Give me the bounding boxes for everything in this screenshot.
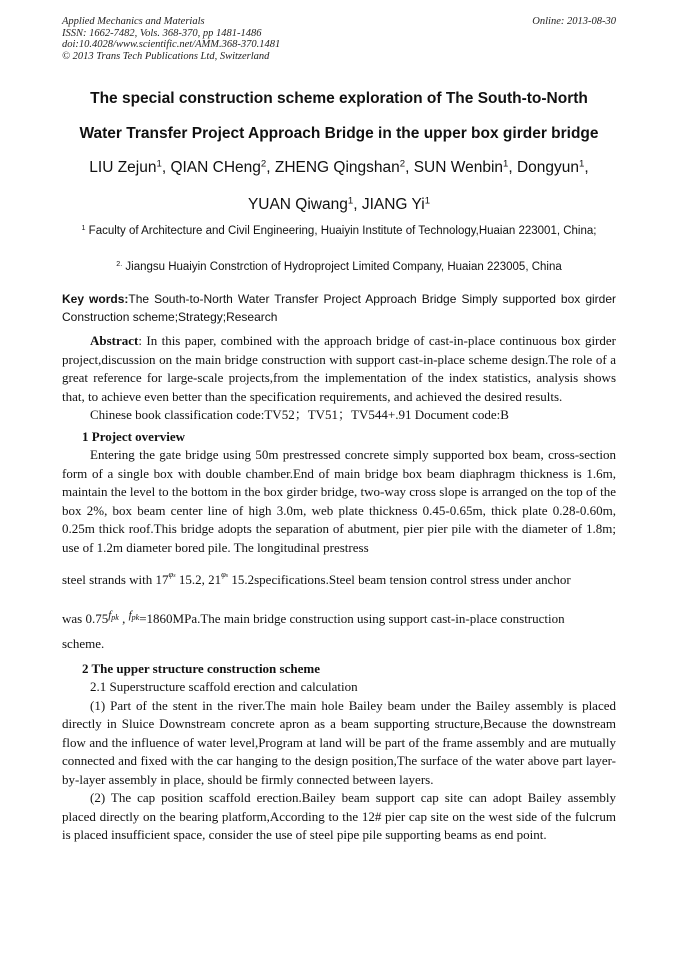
affiliation-text: Jiangsu Huaiyin Constrction of Hydroproject Limited Company, Huaian 223005, China (122, 261, 562, 273)
text-run: , (118, 611, 129, 626)
fpk-symbol (108, 609, 119, 621)
affil-mark: 1 (503, 158, 509, 170)
paragraph-1: (1) Part of the stent in the river.The main hole Bailey beam under the Bailey assembly is placed directly in Sluice Downstream concrete apron as a beam supporting structure,Because the downstream flow and the influence of water level,Program at land will be part of the frame assembly and are mutually connected and fixed with the car hanging to the design position,The surface of the water above part layer-by-layer assembly in place, should be firmly connected between layers. (62, 697, 616, 787)
paper-title-line-1: The special construction scheme exploration of The South-to-North (90, 90, 588, 107)
scheme-line: scheme. (62, 636, 105, 651)
project-overview-paragraph: Entering the gate bridge using 50m prestressed concrete simply supported box beam, cross-section form of a single box with double chamber.End of main bridge box beam diaphragm thickness is 1.6m, maintain the level to the bottom in the box girder bridge, two-way cross slope is arranged on the top of the box 2%, box beam center line of high 3.0m, web plate thickness 0.45-0.65m, thick plate 0.28-0.60m, 0.25m thick roof.This bridge adopts the separation of abutment, pier pier pile with the diameter of 1.8m; use of 1.2m diameter bored pile. The longitudinal prestress (62, 447, 616, 555)
author: YUAN Qiwang (247, 196, 348, 213)
affil-mark: 1 (347, 195, 354, 207)
affil-mark: 1 (424, 195, 431, 207)
stress-line (62, 606, 616, 628)
paragraph-2: (2) The cap position scaffold erection.Bailey beam support cap site can adopt Bailey assembly placed directly on the bearing platform,According to the 12# pier cap site on the west side of the fulcrum is placed insufficient space, consider the use of steel pipe pile supporting beams as end point. (62, 790, 616, 842)
f: f (128, 609, 132, 621)
phi-sub: s (225, 573, 229, 579)
keywords (62, 290, 616, 326)
pk: pk (111, 613, 119, 622)
author: , JIANG Yi (353, 196, 425, 213)
author: , ZHENG Qingshan (266, 159, 400, 176)
online-date: Online: 2013-08-30 (532, 16, 616, 27)
classification-line: Chinese book classification code:TV52；TV51；TV544+.91 Document code:B (90, 407, 509, 422)
main-text (62, 332, 616, 845)
abstract-label: Abstract (90, 333, 139, 348)
author-list-line-2 (40, 196, 638, 214)
separator: , (584, 159, 589, 176)
author: , Dongyun (508, 159, 580, 176)
f: f (108, 609, 112, 621)
text-run: was 0.75 (62, 611, 109, 626)
abstract-text: : In this paper, combined with the approach bridge of cast-in-place continuous box girder project,discussion on the main bridge construction with support cast-in-place scheme design.The role of a great reference for large-scale projects,from the implementation of the index statistics, analysis shows that, to achieve even better than the specification requirements, and achieved the desired results. (62, 333, 616, 404)
author: , QIAN CHeng (161, 159, 261, 176)
text-run: steel strands with 17 (62, 572, 169, 587)
affil-mark: 2. (116, 260, 123, 269)
affiliation-1 (62, 222, 616, 240)
phi-sub: s (173, 573, 176, 579)
strand-line (62, 565, 616, 589)
fpk-symbol (129, 609, 140, 621)
author-list-line-1 (40, 159, 638, 177)
text-run: =1860MPa.The main bridge construction using support cast-in-place construction (139, 611, 565, 626)
author: LIU Zejun (89, 159, 157, 176)
keywords-label: Key words: (62, 292, 129, 306)
abstract-paragraph (62, 332, 616, 406)
affil-mark: 1 (81, 224, 86, 233)
section-heading-1: 1 Project overview (82, 428, 185, 444)
affiliation-2 (62, 258, 616, 276)
affil-mark: 2 (260, 158, 267, 170)
issn-line: ISSN: 1662-7482, Vols. 368-370, pp 1481-1486 (62, 27, 262, 39)
text-run: 15.2, 21 (175, 572, 222, 587)
keywords-text: The South-to-North Water Transfer Project Approach Bridge Simply supported box girder Construction scheme;Strategy;Research (62, 292, 616, 324)
subsection-heading: 2.1 Superstructure scaffold erection and calculation (90, 679, 358, 694)
pk: pk (131, 613, 140, 622)
doi-line: doi:10.4028/www.scientific.net/AMM.368-370.1481 (62, 39, 281, 50)
journal-name: Applied Mechanics and Materials (62, 16, 205, 27)
phi: φ (221, 569, 226, 579)
affil-mark: 1 (156, 158, 162, 170)
phi-symbol (169, 569, 176, 579)
phi: φ (168, 569, 174, 579)
section-heading-2: 2 The upper structure construction scheme (82, 660, 320, 676)
affil-mark: 2 (399, 158, 406, 170)
affil-mark: 1 (579, 158, 585, 170)
paper-title-line-2: Water Transfer Project Approach Bridge in the upper box girder bridge (79, 125, 599, 142)
affiliation-text: Faculty of Architecture and Civil Engineering, Huaiyin Institute of Technology,Huaian 223001, China; (85, 225, 597, 237)
running-header (62, 16, 616, 62)
copyright-line: © 2013 Trans Tech Publications Ltd, Switzerland (62, 50, 270, 62)
text-run: 15.2specifications.Steel beam tension control stress under anchor (228, 572, 571, 587)
author: , SUN Wenbin (405, 159, 504, 176)
